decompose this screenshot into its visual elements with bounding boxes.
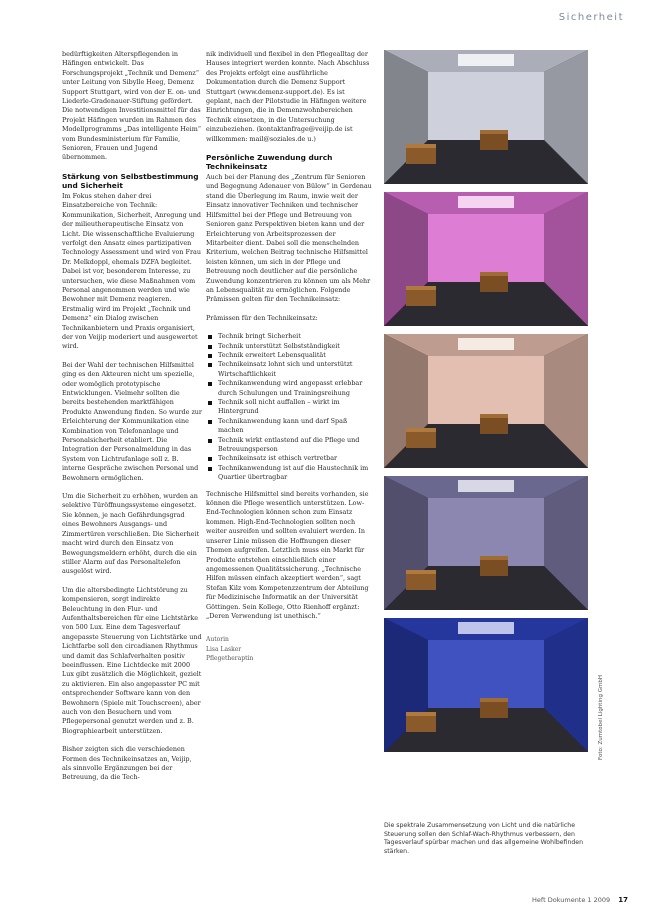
photo-caption: Die spektrale Zusammensetzung von Licht und die natürliche Steuerung sollen den Schlaf-Wach-Rhythmus verbessern, den Tagesverlauf spürbar machen und das allgemeine Wohlbefinden stärken. bbox=[384, 822, 584, 855]
list-item-text: Technikeinsatz lohnt sich und unterstützt Wirtschaftlichkeit bbox=[218, 360, 353, 378]
list-item bbox=[206, 351, 372, 360]
room-photo bbox=[384, 334, 588, 468]
text-column-2 bbox=[206, 50, 372, 664]
page-number: 17 bbox=[618, 896, 628, 904]
list-item-text: Technik unterstützt Selbstständigkeit bbox=[218, 341, 340, 350]
list-item bbox=[206, 360, 372, 379]
list-item bbox=[206, 436, 372, 455]
paragraph: Um die altersbedingte Lichtstörung zu kompensieren, sorgt indirekte Beleuchtung in den Flur- und Aufenthaltsbereichen für eine Lichtstärke von 500 Lux. Eine dem Tagesverlauf angepasste Steuerung von Lichtstärke und Lichtfarbe soll den circadianen Rhythmus und damit das Schlafverhalten positiv beeinflussen. Eine Lichtdecke mit 2000 Lux gibt zusätzlich die Möglichkeit, gezielt zu aktivieren. Ein also angepasster PC mit entsprechender Software kann von den Bewohnern (Spiele mit Touchscreen), aber auch von den Besuchern und vom Pflegepersonal genutzt werden und z. B. Biographiearbeit unterstützen. bbox=[62, 585, 202, 735]
list-item bbox=[206, 398, 372, 417]
paragraph: Bei der Wahl der technischen Hilfsmittel ging es den Akteuren nicht um spezielle, oder womöglich prototypische Entwicklungen. Vielmehr sollten die bereits bestehenden marktfähigen Produkte Anwendung finden. So wurde zur Erleichterung der Kommunikation eine Kombination von Telefonanlage und Personalsicherheit etabliert. Die Integration der Personalmeldung in das System von Lichtrufanlage soll z. B. interne Gespräche zwischen Personal und Bewohnern ermöglichen. bbox=[62, 360, 202, 482]
heading-zuwendung: Persönliche Zuwendung durch Technikeinsatz bbox=[206, 153, 333, 172]
list-item-text: Technik bringt Sicherheit bbox=[218, 332, 301, 341]
list-item bbox=[206, 379, 372, 398]
paragraph: bedürftigkeiten Alterspflegenden in Häfingen entwickelt. Das Forschungsprojekt „Technik und Demenz“ unter Leitung von Sibylle Heeg, Demenz Support Stuttgart, wird von der E. on- und Liederle-Gradenauer-Stiftung gefördert. Die notwendigen Investitionsmittel für das Projekt Häfingen wurden im Rahmen des Modellprogramms „Das intelligente Heim“ vom Bundesministerium für Familie, Senioren, Frauen und Jugend übernommen. bbox=[62, 50, 202, 162]
list-item-text: Technikanwendung ist auf die Haustechnik im Quartier übertragbar bbox=[218, 463, 369, 482]
footer-issue: Heft Dokumente 1 2009 bbox=[532, 896, 611, 904]
room-photo bbox=[384, 618, 588, 752]
list-item bbox=[206, 342, 372, 351]
bullet-icon bbox=[208, 345, 212, 349]
list-item-text: Technik wirkt entlastend auf die Pflege und Betreuungsperson bbox=[218, 435, 360, 454]
list-item bbox=[206, 332, 372, 341]
byline-name: Lisa Lasker bbox=[206, 645, 242, 653]
paragraph: Im Fokus stehen daher drei Einsatzbereiche von Technik: Kommunikation, Sicherheit, Anregung und der milieutherapeutische Einsatz von Licht. Die wissenschaftliche Evaluierung verfolgt den Ansatz eines partizipativen Technology Assessment und wird von Frau Dr. Melkdoppl, ehemals DZFA begleitet. Dabei ist vor, besonderem Interesse, zu untersuchen, wie diese Maßnahmen vom Personal angenommen werden und wie Bewohner mit Demenz reagieren. Erstmalig wird im Projekt „Technik und Demenz“ ein Dialog zwischen Technikanbietern und Praxis organisiert, der von Veijip moderiert und ausgewertet wird. bbox=[62, 191, 202, 351]
list-item-text: Technik erweitert Lebensqualität bbox=[218, 350, 326, 359]
room-photo bbox=[384, 476, 588, 610]
bullet-icon bbox=[208, 335, 212, 339]
room-photo bbox=[384, 50, 588, 184]
paragraph: Auch bei der Planung des „Zentrum für Senioren und Begegnung Adenauer von Bülow“ in Gerdenau stand die Überlegung im Raum, inwie weit der Einsatz innovativer Techniken und technischer Hilfsmittel bei der Pflege und Betreuung von Senioren ganz Perspektiven bieten kann und der Erleichterung von Arbeitsprozessen der Mitarbeiter dient. Dabei soll die menschelnden Kriterium, welchen Beitrag technische Hilfsmittel leisten können, um sich in der Pflege und Betreuung noch deutlicher auf die persönliche Zuwendung konzentrieren zu können um als Mehr an Lebensqualität zu ermöglichen. Folgende Prämissen gelten für den Technikeinsatz: bbox=[206, 173, 372, 304]
list-item bbox=[206, 464, 372, 483]
bullet-icon bbox=[208, 457, 212, 461]
text-column-1 bbox=[62, 50, 202, 792]
list-item-text: Technikeinsatz ist ethisch vertretbar bbox=[218, 454, 338, 463]
byline-role: Autorin bbox=[206, 636, 229, 644]
paragraph: Um die Sicherheit zu erhöhen, wurden an selektive Türöffnungssysteme eingesetzt. Sie können, je nach Gefährdungsgrad eines Bewohners Ausgangs- und Zimmertüren verschließen. Die Sicherheit macht wird durch den Einsatz von Bewegungsmeldern erhöht, durch die ein stiller Alarm auf das Personaltelefon ausgelöst wird. bbox=[62, 492, 200, 576]
list-item bbox=[206, 454, 372, 463]
bullet-icon bbox=[208, 363, 212, 367]
list-item-text: Technikanwendung wird angepasst erlebbar durch Schulungen und Trainingsreihung bbox=[218, 379, 363, 397]
section-label: Sicherheit bbox=[558, 12, 624, 23]
bullet-icon bbox=[208, 439, 212, 443]
byline-title: Pflegetheraptin bbox=[206, 655, 254, 663]
room-photo-series bbox=[384, 50, 588, 760]
premises-list bbox=[206, 332, 372, 483]
bullet-icon bbox=[208, 382, 212, 386]
page-footer bbox=[532, 896, 628, 904]
paragraph: Technische Hilfsmittel sind bereits vorhanden, sie können die Pflege wesentlich unterstützen. Low-End-Technologien können schon zum Einsatz kommen. High-End-Technologien sollten noch weiter ausreifen und sollten evaluiert werden. In unserer Linie müssen die Hoffnungen dieser Themen aufgreifen. Letztlich muss ein Markt für Produkte entstehen einschließlich einer angemessenen Qualitätssicherung. „Technische Hilfen müssen einfach akzeptiert werden“, sagt Stefan Kilz vom Kompetenzzentrum der Abteilung für Medizinische Informatik an der Universität Göttingen. Sein Kollege, Otto Rienhoff ergänzt: „Deren Verwendung ist unethisch.“ bbox=[206, 489, 369, 620]
photo-credit: Foto: Zumtobel Lighting GmbH bbox=[598, 675, 604, 760]
paragraph: Bisher zeigten sich die verschiedenen Formen des Technikeinsatzes an, Veijip, als sinnvolle Ergänzungen bei der Betreuung, da die Tech- bbox=[62, 745, 192, 782]
author-byline bbox=[206, 635, 372, 664]
bullet-icon bbox=[208, 467, 212, 471]
paragraph: Prämissen für den Technikeinsatz: bbox=[206, 313, 318, 322]
heading-selbstbestimmung: Stärkung von Selbstbestimmung und Sicherheit bbox=[62, 171, 199, 190]
list-item-text: Technik soll nicht auffallen – wirkt im Hintergrund bbox=[218, 398, 340, 416]
list-item bbox=[206, 417, 372, 436]
list-item-text: Technikanwendung kann und darf Spaß machen bbox=[218, 416, 348, 435]
bullet-icon bbox=[208, 401, 212, 405]
paragraph: nik individuell und flexibel in den Pflegealltag der Hauses integriert werden konnte. Nach Abschluss des Projekts erfolgt eine ausführliche Dokumentation durch die Demenz Support Stuttgart (www.demenz-support.de). Es ist geplant, nach der Pilotstudie in Häfingen weitere Einrichtungen, die in Demenzwohnbereichen Technik einsetzen, in die Untersuchung einzubeziehen. (kontaktanfrage@veijip.de ist willkommen: mail@soziales.de u.) bbox=[206, 50, 370, 143]
room-photo bbox=[384, 192, 588, 326]
bullet-icon bbox=[208, 420, 212, 424]
bullet-icon bbox=[208, 354, 212, 358]
